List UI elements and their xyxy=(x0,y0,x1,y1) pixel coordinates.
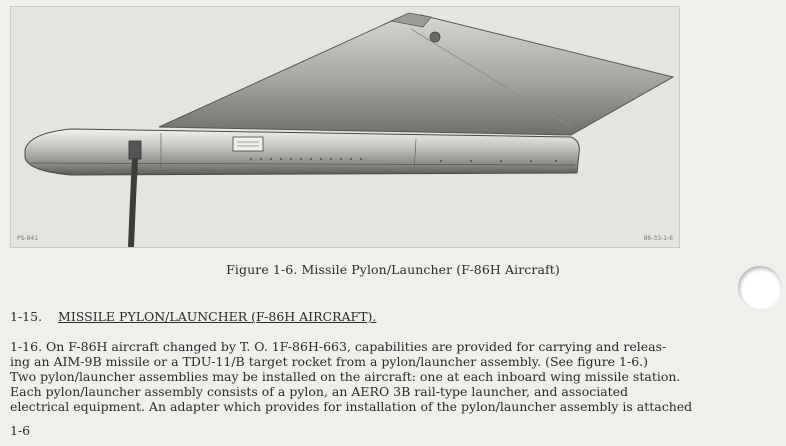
section-number: 1-15. xyxy=(10,309,43,324)
paragraph-line: 1-16. On F-86H aircraft changed by T. O. 1F-86H-663, capabilities are provided for carrying and releas- xyxy=(10,339,667,354)
paragraph-line: ing an AIM-9B missile or a TDU-11/B target rocket from a pylon/launcher assembly. (See figure 1-6.) xyxy=(10,354,649,369)
paragraph-line: electrical equipment. An adapter which provides for installation of the pylon/launcher assembly is attached xyxy=(10,399,693,414)
section-title: MISSILE PYLON/LAUNCHER (F-86H AIRCRAFT). xyxy=(58,309,377,324)
paragraph-line: Two pylon/launcher assemblies may be installed on the aircraft: one at each inboard wing missile station. xyxy=(10,369,681,384)
section-heading xyxy=(10,309,376,324)
body-paragraph xyxy=(10,339,730,414)
paragraph-line: Each pylon/launcher assembly consists of a pylon, an AERO 3B rail-type launcher, and associated xyxy=(10,384,629,399)
photo-code-right: 86-33-1-6 xyxy=(643,235,673,242)
photo-code-left: PS-841 xyxy=(17,235,39,242)
pylon-launcher-photo xyxy=(10,6,680,248)
page-number: 1-6 xyxy=(10,423,31,438)
binder-hole xyxy=(738,266,782,310)
pylon-launcher-illustration xyxy=(11,7,679,247)
figure-caption: Figure 1-6. Missile Pylon/Launcher (F-86H Aircraft) xyxy=(226,262,560,277)
